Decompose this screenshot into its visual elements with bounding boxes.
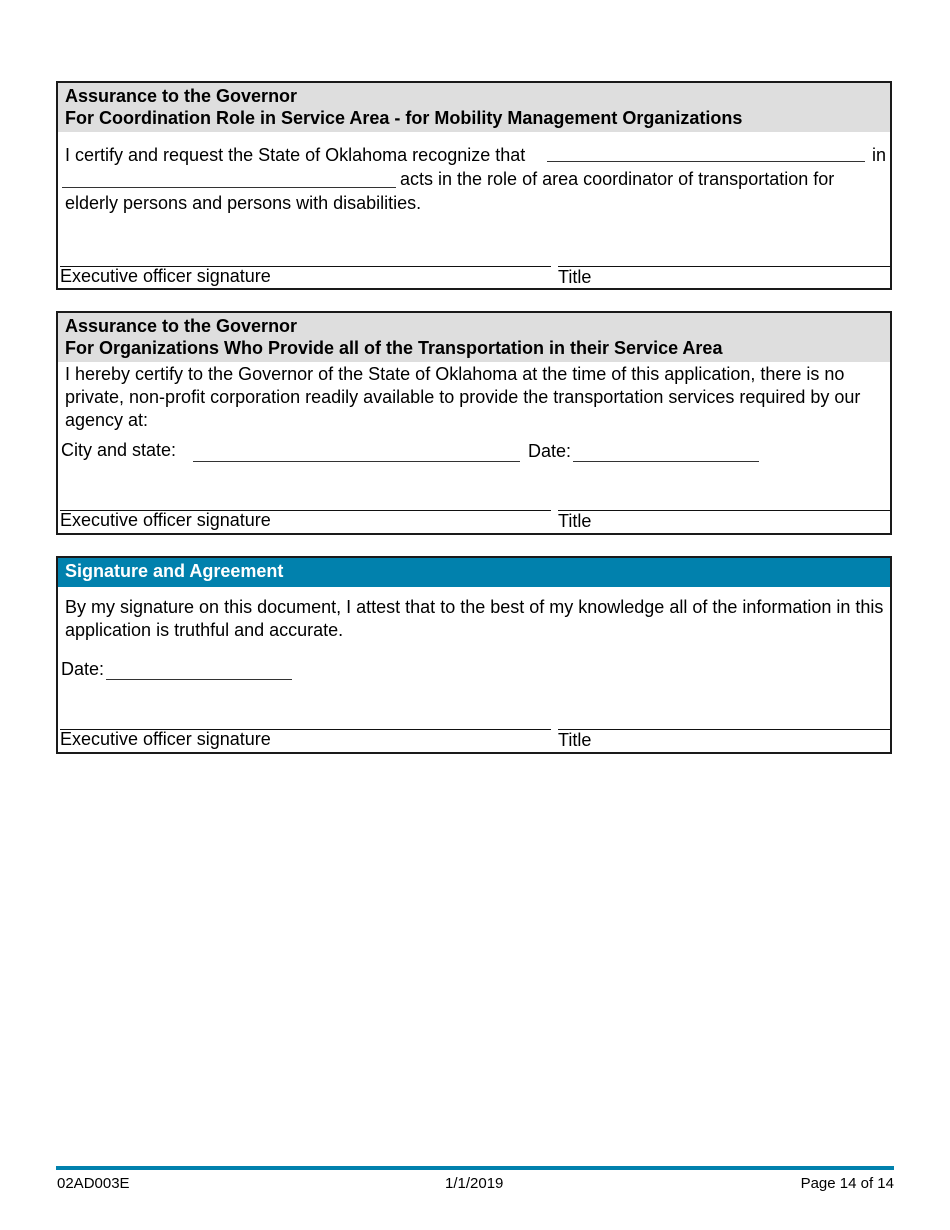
title-label: Title bbox=[558, 511, 592, 531]
title-label: Title bbox=[558, 267, 592, 287]
signature-agreement-section bbox=[56, 556, 892, 754]
title-label: Title bbox=[558, 730, 592, 750]
certify-text-part3: elderly persons and persons with disabilities. bbox=[65, 193, 422, 213]
date-label: Date: bbox=[528, 441, 572, 461]
title-field[interactable] bbox=[558, 266, 890, 267]
signature-agreement-header: Signature and Agreement bbox=[58, 558, 890, 587]
footer-page-number: Page 14 of 14 bbox=[800, 1175, 894, 1192]
certify-paragraph: I hereby certify to the Governor of the State of Oklahoma at the time of this application, there is no private, non-profit corporation readily available to provide the transportation services required by our agency at: bbox=[65, 364, 861, 430]
signature-label: Executive officer signature bbox=[60, 729, 271, 749]
organization-name-field[interactable] bbox=[547, 161, 865, 162]
header-line-1: Assurance to the Governor bbox=[65, 86, 298, 106]
service-area-field[interactable] bbox=[62, 187, 396, 188]
title-field[interactable] bbox=[558, 729, 890, 730]
footer-divider bbox=[56, 1166, 894, 1170]
certify-text-part1: I certify and request the State of Oklahoma recognize that bbox=[65, 145, 526, 165]
coordination-role-header bbox=[58, 83, 890, 132]
attest-paragraph: By my signature on this document, I attest that to the best of my knowledge all of the information in this application is truthful and accurate. bbox=[65, 597, 884, 640]
header-line-1: Assurance to the Governor bbox=[65, 316, 298, 336]
header-line-2: For Organizations Who Provide all of the Transportation in their Service Area bbox=[65, 338, 723, 358]
title-field[interactable] bbox=[558, 510, 890, 511]
signature-label: Executive officer signature bbox=[60, 266, 271, 286]
header-line-2: For Coordination Role in Service Area - for Mobility Management Organizations bbox=[65, 108, 743, 128]
certify-text-in: in bbox=[872, 145, 887, 165]
coordination-role-section bbox=[56, 81, 892, 290]
date-label: Date: bbox=[61, 659, 105, 679]
transportation-provider-header bbox=[58, 313, 890, 362]
city-state-field[interactable] bbox=[193, 461, 520, 462]
city-state-label: City and state: bbox=[61, 440, 177, 460]
footer-date: 1/1/2019 bbox=[445, 1175, 504, 1192]
transportation-provider-section bbox=[56, 311, 892, 535]
signature-label: Executive officer signature bbox=[60, 510, 271, 530]
date-field[interactable] bbox=[573, 461, 759, 462]
footer-form-id: 02AD003E bbox=[57, 1175, 130, 1192]
certify-text-part2: acts in the role of area coordinator of transportation for bbox=[400, 169, 835, 189]
date-field[interactable] bbox=[106, 679, 292, 680]
